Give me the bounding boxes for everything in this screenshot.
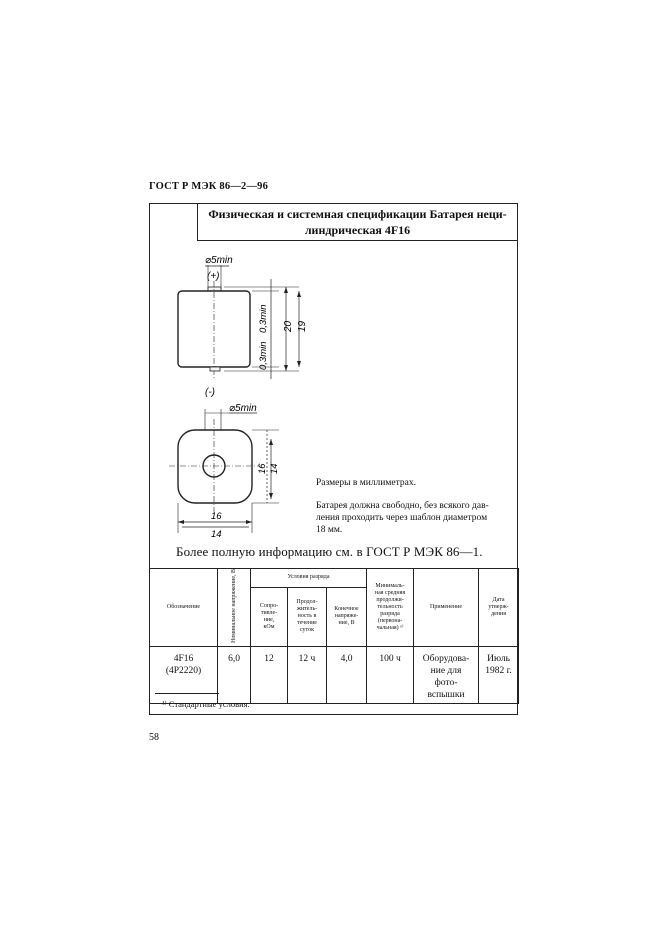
th-duration	[288, 587, 327, 646]
th-approval-date	[479, 569, 519, 647]
th-dur-l3: ность в	[297, 613, 317, 620]
arrow-20-bottom	[284, 365, 288, 371]
side-view	[178, 255, 308, 398]
th-endv-l2: напряже-	[334, 613, 359, 620]
th-date-l3: дения	[491, 610, 506, 617]
dim-20: 20	[283, 320, 294, 332]
th-endv-l3: ние, В	[338, 620, 355, 627]
cell-app-l4: вспышки	[427, 689, 465, 700]
spec-title	[200, 206, 515, 238]
th-min-avg-l7: чальная) ¹⁾	[376, 624, 404, 631]
th-min-avg-l3: продолжи-	[376, 596, 404, 603]
top-diameter-label: ⌀5min	[229, 403, 257, 414]
th-min-avg-l2: ная средняя	[374, 589, 406, 596]
spec-title-line1: Физическая и системная спецификации Батарея неци-	[208, 207, 507, 221]
th-min-avg-l4: тельность	[377, 603, 403, 610]
cell-date-l2: 1982 г.	[485, 665, 512, 676]
gauge-note-line3: 18 мм.	[316, 525, 343, 535]
th-dur-l5: суток	[299, 627, 315, 634]
th-min-avg-l6: (первона-	[377, 617, 403, 624]
arrow-16h-left	[178, 520, 184, 524]
dim-03-top: 0,3min	[258, 304, 269, 333]
document-header: ГОСТ Р МЭК 86—2—96	[149, 181, 269, 192]
footnote: ¹⁾ Стандартные условия.	[162, 699, 250, 709]
cell-designation-l2: (4P2220)	[165, 665, 202, 676]
battery-drawing	[149, 241, 518, 541]
th-dur-l2: житель-	[296, 606, 318, 613]
plus-terminal-label: (+)	[207, 271, 220, 282]
top-view	[169, 403, 280, 540]
th-designation: Обозначение	[150, 569, 218, 647]
cell-application	[414, 646, 479, 703]
th-date-l2: утверж-	[488, 603, 509, 610]
dim-19: 19	[297, 320, 308, 332]
cell-approval-date	[479, 646, 519, 703]
th-endv-l1: Конечное	[334, 606, 359, 613]
th-discharge-conditions: Условия разряда	[251, 569, 367, 588]
cell-resistance: 12	[251, 646, 288, 703]
dim-14-vertical: 14	[269, 463, 280, 474]
dim-14-horizontal: 14	[211, 529, 222, 540]
arrow-14v-top	[269, 439, 273, 445]
minus-terminal	[210, 367, 220, 371]
th-end-voltage	[327, 587, 367, 646]
cell-min-avg: 100 ч	[367, 646, 414, 703]
th-res-l2: тивле-	[260, 609, 278, 616]
th-nominal-voltage	[218, 569, 251, 647]
cell-app-l1: Оборудова-	[422, 653, 470, 664]
gauge-note-line1: Батарея должна свободно, без всякого дав-	[316, 501, 489, 511]
more-info-text: Более полную информацию см. в ГОСТ Р МЭК 86—1.	[176, 544, 483, 559]
th-dur-l1: Продол-	[296, 599, 318, 606]
footnote-divider	[155, 693, 219, 694]
cell-nominal-voltage: 6,0	[218, 646, 251, 703]
gauge-note-line2: ления проходить через шаблон диаметром	[316, 513, 488, 523]
th-res-l3: ние,	[263, 616, 275, 623]
dim-03-bottom: 0,3min	[258, 341, 269, 370]
th-min-avg-l1: Минималь-	[375, 582, 405, 589]
th-nominal-voltage-text: Номинальное напряжение, В	[230, 569, 237, 643]
arrow-20-top	[284, 287, 288, 293]
th-min-avg-l5: разряда	[380, 610, 400, 617]
th-application: Применение	[414, 569, 479, 647]
arrow-14v-bottom	[269, 493, 273, 499]
cell-app-l3: фото-	[434, 677, 458, 688]
th-res-l4: кОм	[263, 623, 275, 630]
dim-16-horizontal: 16	[211, 511, 222, 522]
gauge-note	[316, 500, 516, 536]
spec-title-line2: линдрическая 4F16	[304, 223, 411, 237]
arrow-16h-right	[246, 520, 252, 524]
cell-app-l2: ние для	[430, 665, 462, 676]
dimensions-note: Размеры в миллиметрах.	[316, 478, 416, 488]
cell-designation-l1: 4F16	[173, 653, 194, 664]
minus-terminal-label: (-)	[205, 387, 215, 398]
arrow-19-bottom	[297, 361, 301, 367]
spec-table	[149, 568, 519, 704]
th-min-avg-duration	[367, 569, 414, 647]
arrow-19-top	[297, 291, 301, 297]
cell-date-l1: Июль	[487, 653, 510, 664]
cell-end-voltage: 4,0	[327, 646, 367, 703]
cell-designation	[150, 646, 218, 703]
cell-duration: 12 ч	[288, 646, 327, 703]
table-row	[150, 646, 519, 703]
side-diameter-label: ⌀5min	[205, 255, 233, 266]
th-res-l1: Сопро-	[259, 602, 279, 609]
dim-16-vertical: 16	[257, 463, 268, 474]
th-dur-l4: течение	[297, 620, 317, 627]
page-number: 58	[149, 732, 159, 743]
th-resistance	[251, 587, 288, 646]
th-date-l1: Дата	[492, 596, 505, 603]
